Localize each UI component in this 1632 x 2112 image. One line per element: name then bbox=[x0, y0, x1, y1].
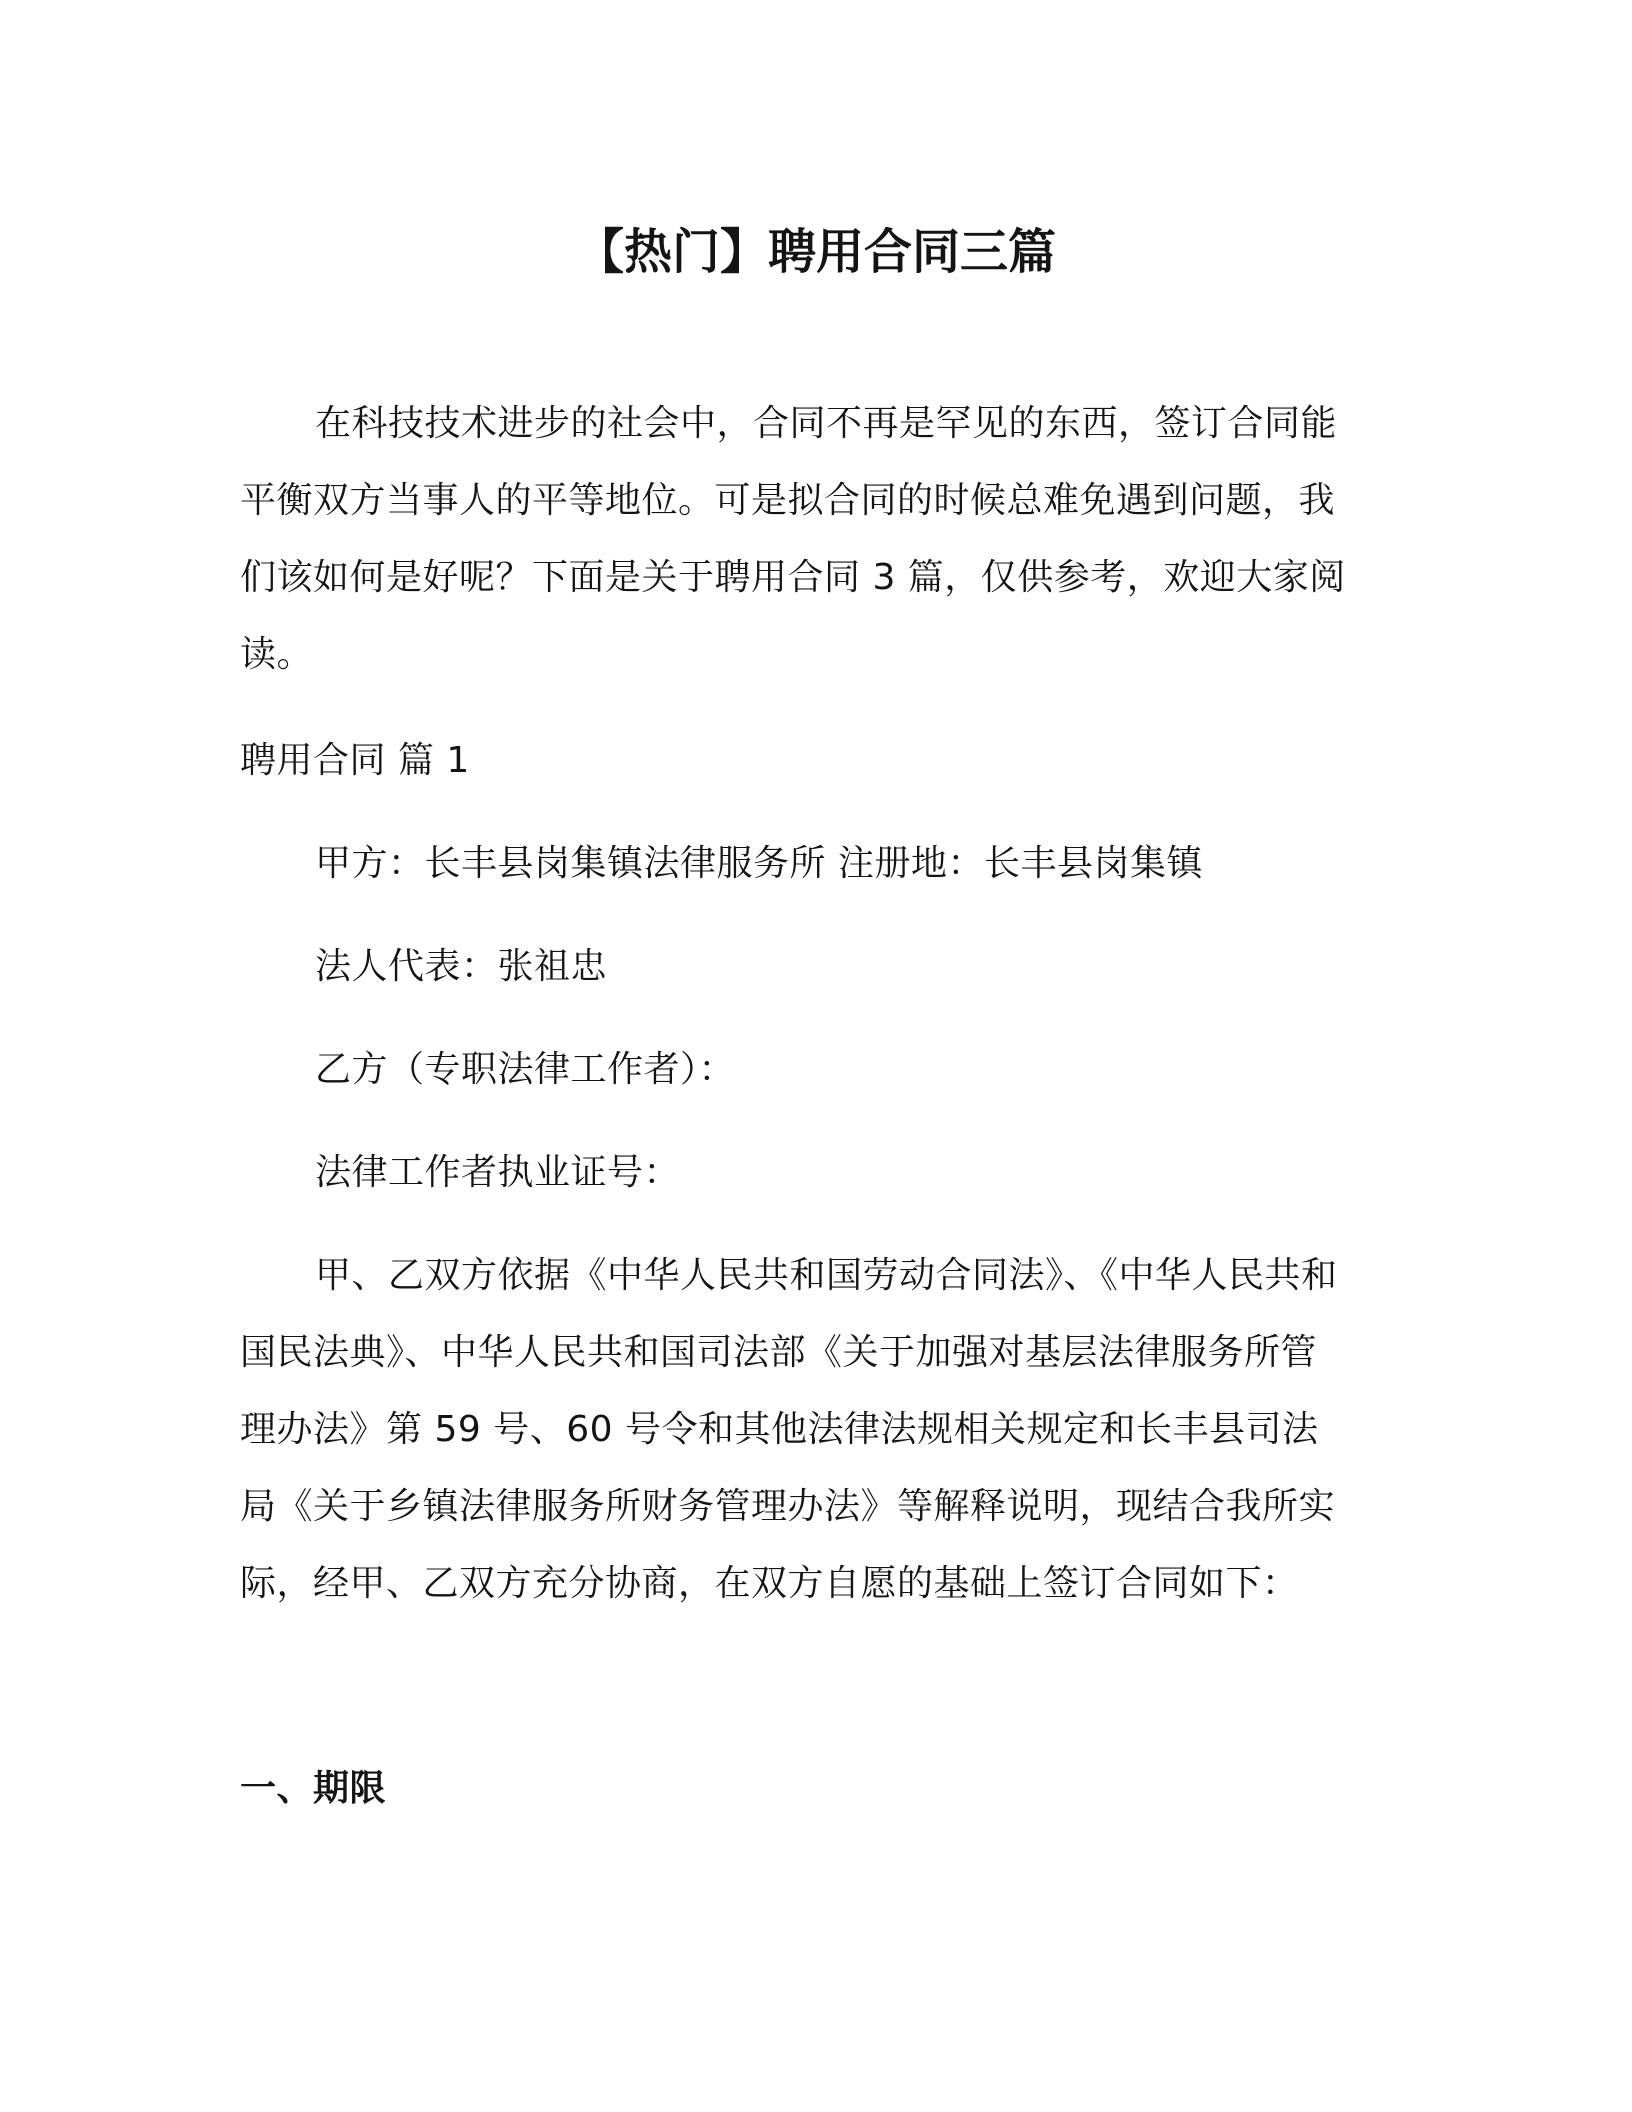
intro-paragraph: 在科技技术进步的社会中，合同不再是罕见的东西，签订合同能平衡双方当事人的平等地位。可是拟合同的时候总难免遇到问题，我们该如何是好呢？下面是关于聘用合同 3 篇，仅供参考，欢迎大家阅读。 bbox=[240, 403, 1346, 675]
contract-basis-paragraph: 甲、乙双方依据《中华人民共和国劳动合同法》、《中华人民共和国民法典》、中华人民共和国司法部《关于加强对基层法律服务所管理办法》第 59 号、60 号令和其他法律法规相关规定和长丰县司法局《关于乡镇法律服务所财务管理办法》等解释说明，现结合我所实际，经甲、乙双方充分协商，在双方自愿的基础上签订合同如下： bbox=[240, 1255, 1338, 1604]
practice-certificate-line: 法律工作者执业证号： bbox=[315, 1152, 681, 1193]
section-heading: 聘用合同 篇 1 bbox=[240, 740, 470, 781]
legal-representative-line: 法人代表：张祖忠 bbox=[315, 946, 608, 987]
document-title: 【热门】聘用合同三篇 bbox=[575, 224, 1056, 280]
party-a-line: 甲方：长丰县岗集镇法律服务所 注册地：长丰县岗集镇 bbox=[315, 843, 1203, 884]
party-b-line: 乙方（专职法律工作者）： bbox=[315, 1049, 736, 1090]
term-heading: 一、期限 bbox=[240, 1768, 387, 1809]
